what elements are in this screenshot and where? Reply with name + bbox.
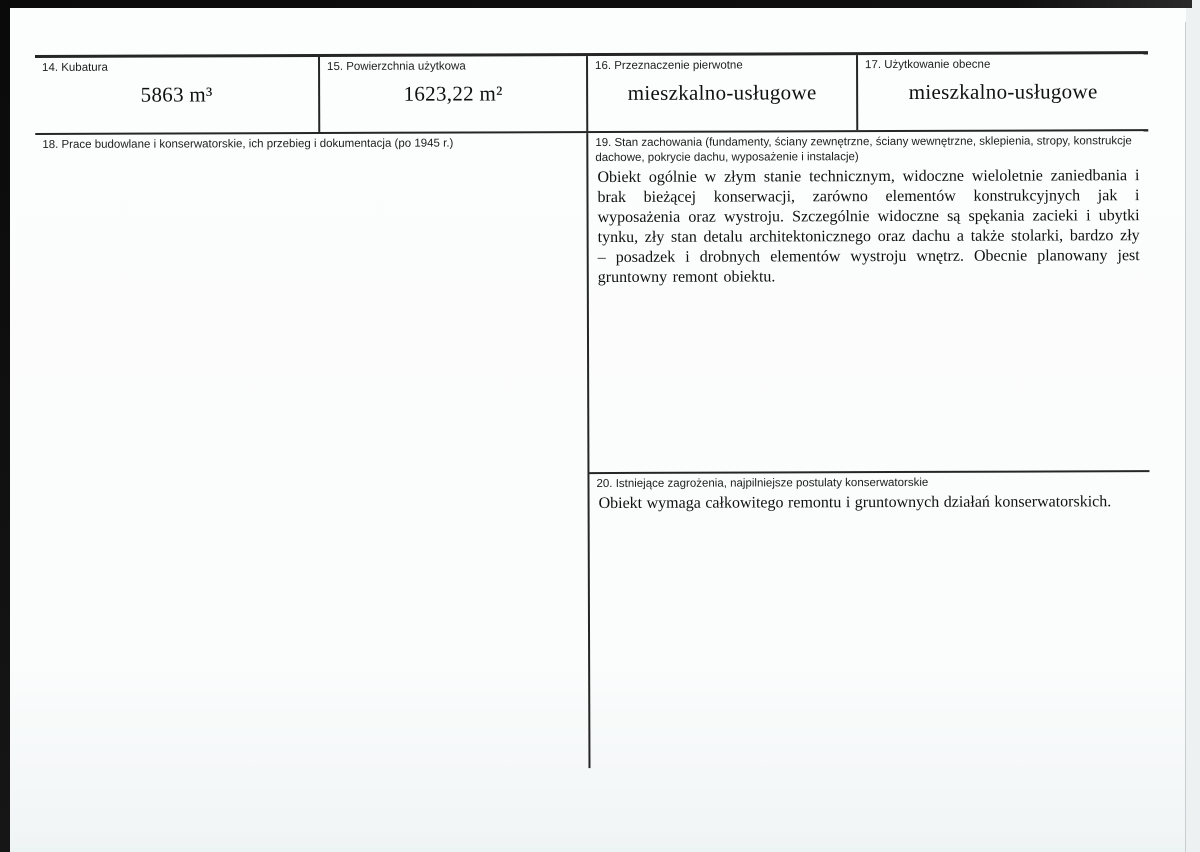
field-15-label: 15. Powierzchnia użytkowa [327, 60, 466, 73]
field-14-kubatura-cell [35, 57, 320, 133]
page-edge-line [1185, 22, 1186, 852]
field-15-value: 1623,22 m² [403, 81, 503, 106]
field-19-label: 19. Stan zachowania (fundamenty, ściany zewnętrzne, ściany wewnętrzne, sklepienia, stropy, konstrukcje dachowe, pokrycie dachu, wyposażenie i instalacje) [595, 135, 1132, 165]
field-20-label: 20. Istniejące zagrożenia, najpilniejsze postulaty konserwatorskie [596, 476, 929, 491]
fields-14-17-row [35, 51, 1148, 135]
right-column [588, 131, 1150, 768]
field-19-value: Obiekt ogólnie w złym stanie technicznym, widoczne wieloletnie zaniedbania i brak bieżącej konserwacji, zarówno elementów konstrukcyjnych jak i wyposażenia oraz wystroju. Szczególnie widoczne są spękania zacieki i ubytki tynku, zły stan detalu architektonicznego oraz dachu a także stolarki, bardzo zły – posadzek i drobnych elementów wystroju wnętrz. Obecnie planowany jest gruntowny remont obiektu. [597, 167, 1140, 287]
field-20-zagrozenia-cell [589, 472, 1150, 768]
field-16-przeznaczenie-cell [588, 55, 858, 131]
field-16-label: 16. Przeznaczenie pierwotne [595, 59, 743, 73]
record-card-table [35, 51, 1150, 770]
field-18-prace-cell [35, 133, 590, 770]
scan-edge-top [0, 0, 1192, 8]
field-20-value: Obiekt wymaga całkowitego remontu i gruntownych działań konserwatorskich. [598, 493, 1112, 513]
field-17-value: mieszkalno-usługowe [908, 79, 1098, 105]
field-15-powierzchnia-cell [320, 56, 588, 132]
field-18-label: 18. Prace budowlane i konserwatorskie, ich przebieg i dokumentacja (po 1945 r.) [42, 137, 454, 151]
field-14-label: 14. Kubatura [42, 61, 108, 74]
field-17-label: 17. Użytkowanie obecne [865, 58, 991, 72]
field-16-value: mieszkalno-usługowe [627, 80, 817, 106]
field-19-stan-zachowania-cell [588, 131, 1149, 474]
scan-edge-left [0, 0, 10, 852]
field-14-value: 5863 m³ [140, 82, 213, 107]
field-17-uzytkowanie-cell [858, 54, 1148, 130]
fields-18-20-row [35, 131, 1150, 770]
